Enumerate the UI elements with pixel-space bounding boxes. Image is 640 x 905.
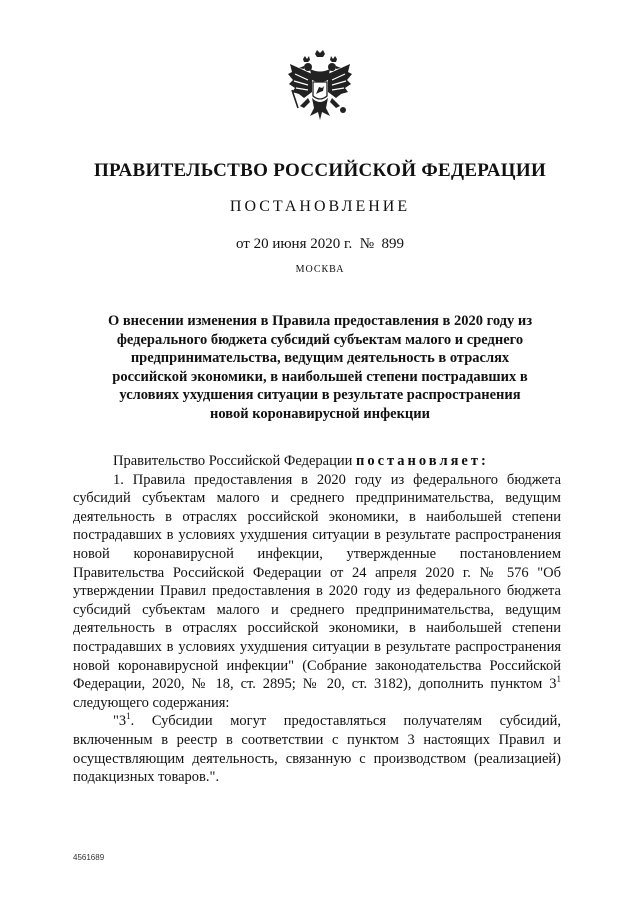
decree-number: 899 <box>381 236 405 252</box>
document-type: ПОСТАНОВЛЕНИЕ <box>229 198 411 215</box>
document-code: 4561689 <box>73 853 105 862</box>
quoted-clause-superscript: 1 <box>126 711 131 722</box>
decree-body <box>73 452 561 787</box>
clause-1-superscript: 1 <box>556 674 561 685</box>
number-sign: № <box>359 236 375 252</box>
clause-1-tail: следующего содержания: <box>73 694 230 711</box>
clause-1 <box>73 471 561 713</box>
city-name: МОСКВА <box>295 264 345 275</box>
clause-1-text: 1. Правила предоставления в 2020 году из федерального бюджета субсидий субъектам малого и среднего предпринимательства, ведущим деятельность в отраслях российской экономики, в наибольшей степени пострадавших в условиях ухудшения ситуации в результате распространения новой коронавирусной инфекции, утвержденные постановлением Правительства Российской Федерации от 24 апреля 2020 г. № 576 "Об утверждении Правил предоставления в 2020 году из федерального бюджета субсидий субъектам малого и среднего предпринимательства, ведущим деятельность в отраслях российской экономики, в наибольшей степени пострадавших в условиях ухудшения ситуации в результате распространения новой коронавирусной инфекции" (Собрание законодательства Российской Федерации, 2020, № 18, ст. 2895; № 20, ст. 3182), дополнить пунктом 3 <box>73 471 561 693</box>
date-number-line <box>0 236 640 253</box>
quoted-clause-text: . Субсидии могут предоставляться получателям субсидий, включенным в реестр в соответствии с пунктом 3 настоящих Правил и осуществляющим деятельность, связанную с производством (реализацией) подакцизных товаров.". <box>73 713 561 786</box>
quoted-clause <box>73 712 561 786</box>
government-title: ПРАВИТЕЛЬСТВО РОССИЙСКОЙ ФЕДЕРАЦИИ <box>93 160 547 181</box>
preamble <box>73 452 561 471</box>
resolves-word: постановляет: <box>355 453 489 469</box>
decree-subject-heading: О внесении изменения в Правила предоставления в 2020 году из федерального бюджета субсидий субъектам малого и среднего предпринимательства, ведущим деятельность в отраслях российской экономики, в наибольшей степени пострадавших в условиях ухудшения ситуации в результате распространения новой коронавирусной инфекции <box>107 313 533 422</box>
preamble-text: Правительство Российской Федерации <box>113 453 353 469</box>
decree-date: от 20 июня 2020 г. <box>235 236 353 252</box>
coat-of-arms-emblem <box>286 50 354 128</box>
quoted-clause-open: "3 <box>113 713 127 730</box>
